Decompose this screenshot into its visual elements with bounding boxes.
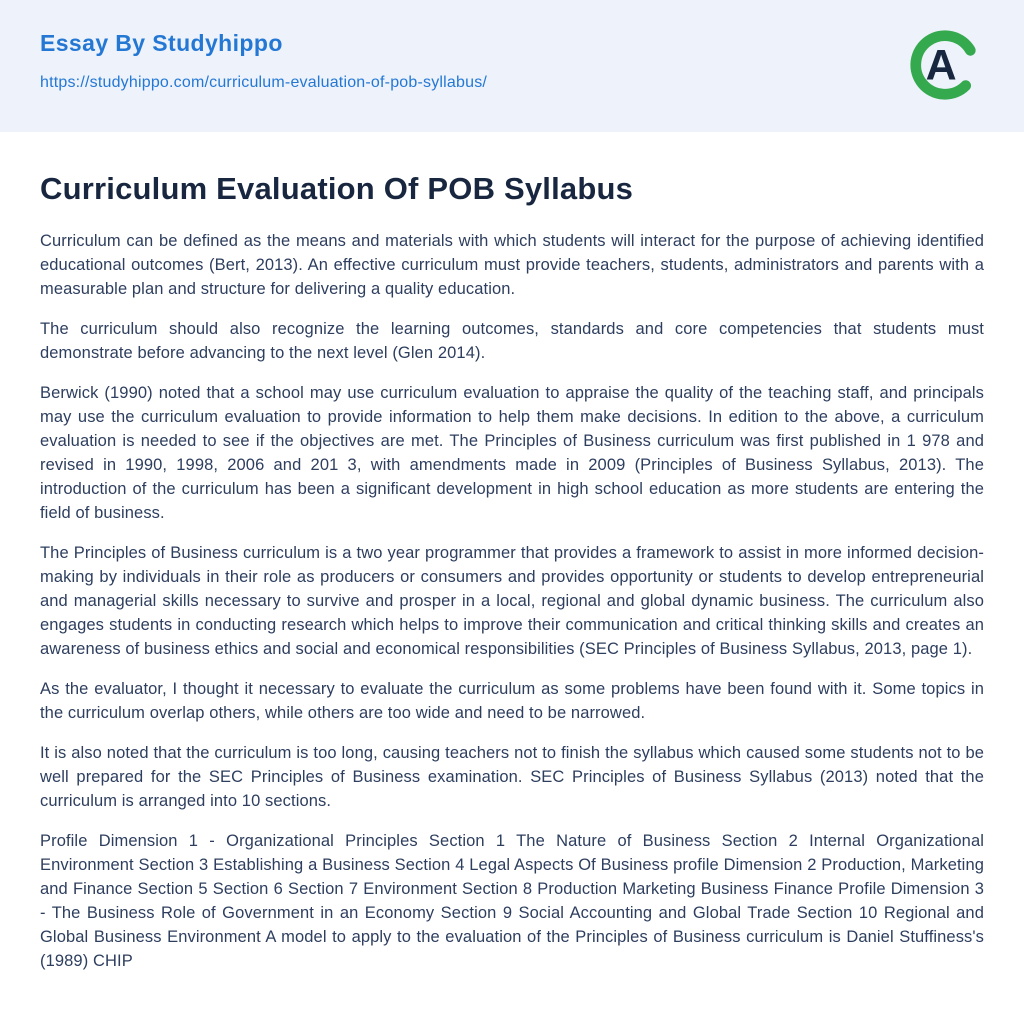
article-paragraph: Curriculum can be defined as the means and materials with which students will interact for the purpose of achieving identified educational outcomes (Bert, 2013). An effective curriculum must provide teachers, students, administrators and parents with a measurable plan and structure for delivering a quality education.: [40, 232, 984, 299]
article-paragraph: The Principles of Business curriculum is a two year programmer that provides a framework to assist in more informed decision-making by individuals in their role as producers or consumers and provides opportunity or students to develop entrepreneurial and managerial skills necessary to survive and prosper in a local, regional and global dynamic business. The curriculum also engages students in conducting research which helps to improve their communication and critical thinking skills and creates an awareness of business ethics and social and economical responsibilities (SEC Principles of Business Syllabus, 2013, page 1).: [40, 544, 984, 659]
article-title: Curriculum Evaluation Of POB Syllabus: [40, 171, 634, 206]
studyhippo-logo[interactable]: [906, 26, 984, 104]
article-paragraph: It is also noted that the curriculum is too long, causing teachers not to finish the syllabus which caused some students not to be well prepared for the SEC Principles of Business examination. SEC Principles of Business Syllabus (2013) noted that the curriculum is arranged into 10 sections.: [40, 744, 984, 811]
logo-letter: A: [925, 41, 957, 90]
studyhippo-logo-icon: [906, 26, 984, 104]
header-text-block: [40, 30, 487, 92]
article-paragraph: As the evaluator, I thought it necessary to evaluate the curriculum as some problems have been found with it. Some topics in the curriculum overlap others, while others are too wide and need to be narrowed.: [40, 680, 984, 723]
site-title: Essay By Studyhippo: [40, 30, 283, 56]
article-paragraph: Berwick (1990) noted that a school may use curriculum evaluation to appraise the quality of the teaching staff, and principals may use the curriculum evaluation to provide information to help them make decisions. In edition to the above, a curriculum evaluation is needed to see if the objectives are met. The Principles of Business curriculum was first published in 1 978 and revised in 1990, 1998, 2006 and 201 3, with amendments made in 2009 (Principles of Business Syllabus, 2013). The introduction of the curriculum has been a significant development in high school education as more students are entering the field of business.: [40, 384, 984, 523]
article-body: [40, 229, 984, 973]
article: [0, 132, 1024, 973]
header: [0, 0, 1024, 132]
article-paragraph: The curriculum should also recognize the learning outcomes, standards and core competencies that students must demonstrate before advancing to the next level (Glen 2014).: [40, 320, 984, 363]
article-paragraph: Profile Dimension 1 - Organizational Principles Section 1 The Nature of Business Section 2 Internal Organizational Environment Section 3 Establishing a Business Section 4 Legal Aspects Of Business profile Dimension 2 Production, Marketing and Finance Section 5 Section 6 Section 7 Environment Section 8 Production Marketing Business Finance Profile Dimension 3 - The Business Role of Government in an Economy Section 9 Social Accounting and Global Trade Section 10 Regional and Global Business Environment A model to apply to the evaluation of the Principles of Business curriculum is Daniel Stuffiness's (1989) CHIP: [40, 832, 984, 971]
source-url-link[interactable]: https://studyhippo.com/curriculum-evaluation-of-pob-syllabus/: [40, 73, 488, 91]
